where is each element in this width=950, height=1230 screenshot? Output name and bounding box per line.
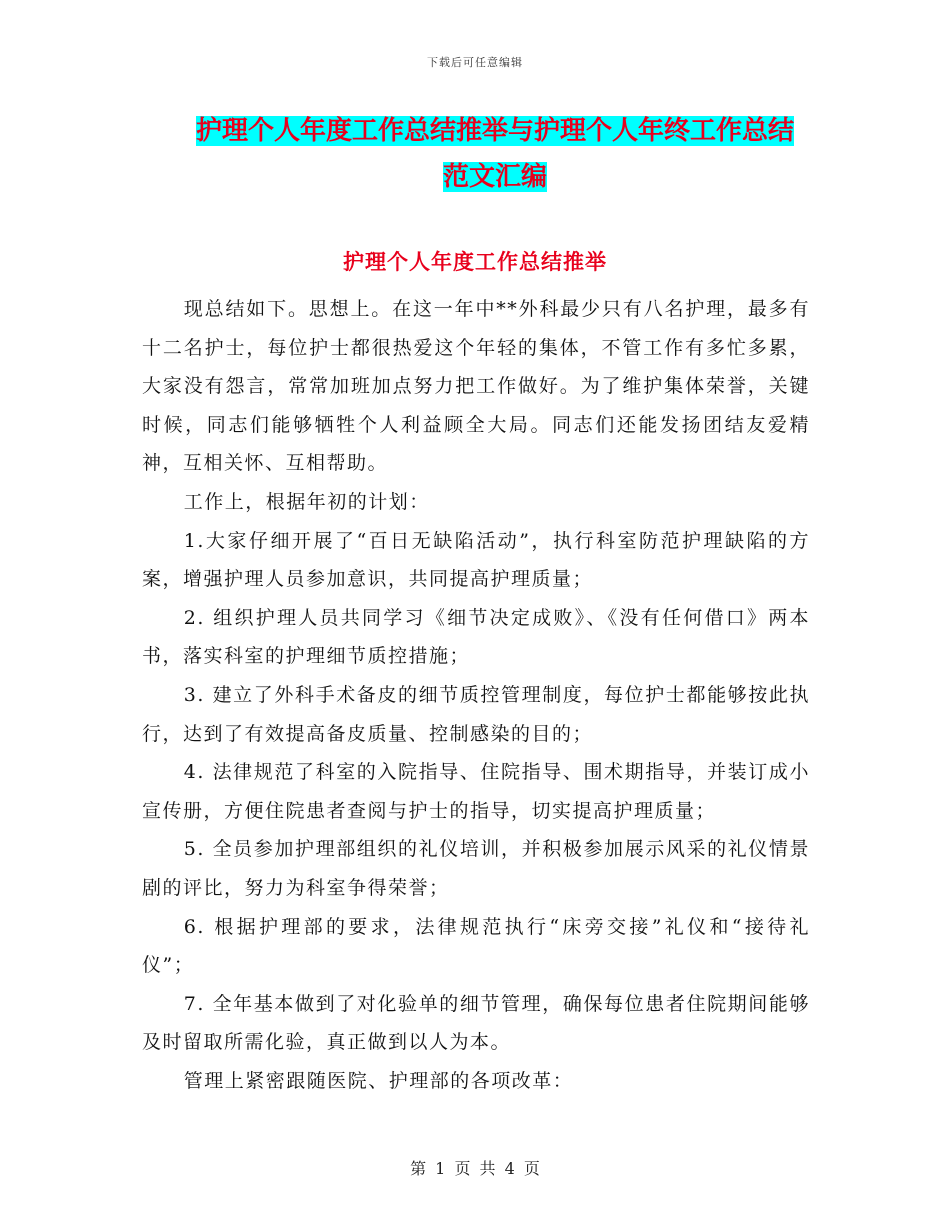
section-title: 护理个人年度工作总结推举 bbox=[343, 249, 607, 274]
paragraph-item-1: 1.大家仔细开展了“百日无缺陷活动”，执行科室防范护理缺陷的方案，增强护理人员参加意识，共同提高护理质量； bbox=[142, 529, 810, 591]
paragraph-item-4: 4. 法律规范了科室的入院指导、住院指导、围术期指导，并装订成小宣传册，方便住院患者查阅与护士的指导，切实提高护理质量； bbox=[142, 761, 810, 822]
document-title-line-2: 范文汇编 bbox=[442, 162, 547, 192]
paragraph-work-intro: 工作上，根据年初的计划： bbox=[183, 490, 430, 513]
header-note: 下载后可任意编辑 bbox=[427, 56, 523, 69]
paragraph-item-6: 6. 根据护理部的要求，法律规范执行“床旁交接”礼仪和“接待礼仪”； bbox=[142, 915, 810, 977]
paragraph-management: 管理上紧密跟随医院、护理部的各项改革： bbox=[183, 1069, 574, 1092]
paragraph-item-5: 5. 全员参加护理部组织的礼仪培训，并积极参加展示风采的礼仪情景剧的评比，努力为科室争得荣誉； bbox=[142, 838, 810, 899]
paragraph-summary: 现总结如下。思想上。在这一年中**外科最少只有八名护理，最多有十二名护士，每位护士都很热爱这个年轻的集体，不管工作有多忙多累，大家没有怨言，常常加班加点努力把工作做好。为了维护集体荣誉，关键时候，同志们能够牺牲个人利益顾全大局。同志们还能发扬团结友爱精神，互相关怀、互相帮助。 bbox=[142, 298, 810, 475]
document-body bbox=[142, 290, 810, 1100]
paragraph-item-3: 3. 建立了外科手术备皮的细节质控管理制度，每位护士都能够按此执行，达到了有效提高备皮质量、控制感染的目的； bbox=[142, 683, 810, 745]
paragraph-item-2: 2. 组织护理人员共同学习《细节决定成败》、《没有任何借口》两本书，落实科室的护理细节质控措施； bbox=[142, 606, 810, 668]
page-footer: 第 1 页 共 4 页 bbox=[410, 1159, 540, 1178]
document-title bbox=[150, 108, 840, 200]
document-title-line-1: 护理个人年度工作总结推举与护理个人年终工作总结 bbox=[195, 116, 794, 146]
paragraph-item-7: 7. 全年基本做到了对化验单的细节管理，确保每位患者住院期间能够及时留取所需化验，真正做到以人为本。 bbox=[142, 992, 810, 1054]
